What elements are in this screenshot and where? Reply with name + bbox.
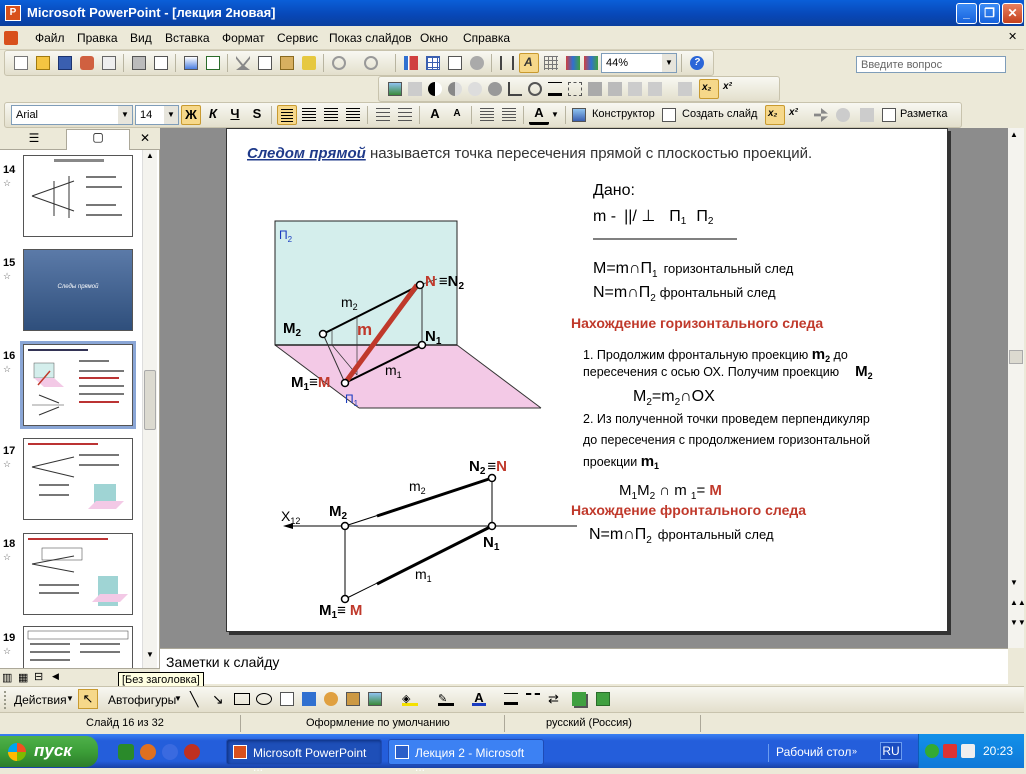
zoom-select[interactable]: 44% ▼: [601, 53, 677, 73]
menu-insert[interactable]: Вставка: [165, 31, 210, 45]
tooltip: [Без заголовка]: [118, 672, 204, 690]
word-icon: [395, 745, 409, 759]
quicklaunch-icon[interactable]: [140, 744, 156, 760]
chevron-down-icon[interactable]: ▼: [174, 694, 182, 703]
print-preview-icon[interactable]: [151, 53, 171, 73]
outline-tab[interactable]: ☰: [28, 131, 40, 145]
eq-horizontal-trace: $M=m\cap П_1$ $^{горизонтальный след}$: [593, 260, 794, 280]
slide-thumbnail-16[interactable]: [23, 344, 133, 426]
point-n: [417, 282, 424, 289]
font-color-icon[interactable]: A: [529, 105, 549, 125]
subscript-active-icon[interactable]: x₂: [765, 105, 785, 125]
slides-tab[interactable]: ▢: [66, 129, 130, 150]
permission-icon[interactable]: [77, 53, 97, 73]
label-x12: $X_{12}$: [281, 508, 301, 526]
close-document-icon[interactable]: ✕: [1008, 31, 1018, 43]
new-slide-icon[interactable]: [659, 105, 679, 125]
eq-m2-ox: $M_2=m_2\cap OX$: [633, 388, 715, 408]
animation-icon[interactable]: [833, 105, 853, 125]
slide-thumbnail-15[interactable]: [23, 249, 133, 331]
designer-icon[interactable]: [569, 105, 589, 125]
actions-menu[interactable]: Действия: [14, 693, 67, 707]
slideshow-view-icon[interactable]: ⊟: [34, 671, 44, 683]
slide-thumbnail-17[interactable]: [23, 438, 133, 520]
rotate-icon[interactable]: [525, 79, 545, 99]
menu-slideshow[interactable]: Показ слайдов: [329, 31, 412, 45]
menu-window[interactable]: Окно: [420, 31, 448, 45]
window-title: Microsoft PowerPoint - [лекция 2новая]: [27, 5, 276, 20]
step2-line3: проекции $m_1$: [583, 453, 660, 471]
cut-icon[interactable]: [233, 53, 253, 73]
show-desktop-icon[interactable]: [118, 744, 134, 760]
shadow-style-icon[interactable]: [572, 692, 586, 706]
task-label: Лекция 2 - Microsoft ...: [415, 746, 525, 774]
scroll-down-icon[interactable]: ▼: [1010, 578, 1018, 587]
bold-button[interactable]: Ж: [181, 105, 201, 125]
line-color-icon[interactable]: ✎: [438, 692, 454, 706]
print-icon[interactable]: [129, 53, 149, 73]
minimize-button[interactable]: _: [956, 3, 977, 24]
status-bar: [0, 712, 1024, 734]
ask-question-input[interactable]: Введите вопрос: [856, 56, 1006, 73]
line-tool-icon[interactable]: ╲: [190, 691, 199, 707]
recolor-icon[interactable]: [585, 79, 605, 99]
line-style-draw-icon[interactable]: [504, 693, 518, 705]
arrow-style-icon[interactable]: ⇄: [548, 691, 559, 706]
format-picture-icon[interactable]: [605, 79, 625, 99]
image-control-icon[interactable]: [405, 79, 425, 99]
label-M2-epure: $M_2$: [329, 503, 348, 522]
clipart-icon[interactable]: [346, 692, 360, 706]
given-line: m - ||/ ⊥ П1 П2: [593, 208, 714, 227]
thumb-title: Следы прямой: [57, 284, 99, 290]
point-m: [342, 380, 349, 387]
label-n-n2: $N \equiv N_2$: [425, 273, 464, 292]
chevron-down-icon[interactable]: ▼: [662, 54, 676, 72]
less-contrast-icon[interactable]: [445, 79, 465, 99]
next-slide-icon[interactable]: ▼▼: [1010, 618, 1026, 627]
status-language: русский (Россия): [546, 717, 632, 729]
opera-icon[interactable]: [184, 744, 200, 760]
close-pane-icon[interactable]: ✕: [140, 131, 151, 145]
label-m2-diag: $m_2$: [341, 294, 358, 312]
eq-frontal-trace-2: $N=m\cap П_2$ $^{фронтальный след}$: [589, 526, 774, 546]
arrow-tool-icon[interactable]: ↘: [212, 691, 224, 707]
standard-toolbar: [4, 50, 714, 76]
autoshapes-menu[interactable]: Автофигуры: [108, 693, 177, 707]
chevron-right-icon[interactable]: »: [852, 746, 858, 756]
label-N1-diag: $N_1$: [425, 328, 442, 347]
taskbar-word[interactable]: [388, 739, 544, 774]
chevron-down-icon[interactable]: ▼: [118, 106, 132, 124]
shadow-button[interactable]: S: [252, 106, 262, 121]
subscript-icon[interactable]: [675, 79, 695, 99]
color-grayscale-icon[interactable]: [563, 53, 583, 73]
compress-picture-icon[interactable]: [565, 79, 585, 99]
language-indicator[interactable]: RU: [880, 742, 902, 760]
tray-antivirus-icon[interactable]: [925, 744, 939, 758]
more-contrast-icon[interactable]: [425, 79, 445, 99]
scroll-up-icon[interactable]: ▲: [146, 151, 154, 160]
label-N1-epure: $N_1$: [483, 534, 500, 553]
wordart-icon[interactable]: [302, 692, 316, 706]
title-bar: [0, 0, 1024, 26]
research-icon[interactable]: [203, 53, 223, 73]
expand-icon[interactable]: [811, 105, 831, 125]
scroll-down-icon[interactable]: ▼: [146, 650, 154, 659]
label-pi1: $П_1$: [345, 392, 359, 408]
color-grayscale-icon[interactable]: [581, 53, 601, 73]
notes-field[interactable]: Заметки к слайду: [160, 648, 1008, 684]
label-M2-diag: $M_2$: [283, 320, 302, 339]
formatting-toolbar: [4, 102, 962, 128]
heading-frontal-trace: Нахождение фронтального следа: [571, 502, 807, 518]
status-slide-count: Слайд 16 из 32: [86, 717, 164, 729]
step2-line1: 2. Из полученной точки проведем перпендикуляр: [583, 412, 870, 426]
picture-icon[interactable]: [368, 692, 382, 706]
line-style-icon[interactable]: [545, 79, 565, 99]
tables-borders-icon[interactable]: [445, 53, 465, 73]
menu-help[interactable]: Справка: [463, 31, 511, 45]
new-slide-button[interactable]: Создать слайд: [682, 108, 758, 120]
slides-scrollbar[interactable]: [142, 150, 157, 668]
windows-logo-icon: [8, 743, 26, 761]
slide-thumbnail-14[interactable]: [23, 155, 133, 237]
slide-thumbnail-18[interactable]: [23, 533, 133, 615]
sorter-view-icon[interactable]: ▦: [18, 672, 29, 684]
copy-icon[interactable]: [255, 53, 275, 73]
slide-title: Следом прямой называется точка пересечения прямой с плоскостью проекций.: [247, 145, 813, 162]
menu-view[interactable]: Вид: [130, 31, 152, 45]
restore-button[interactable]: ❐: [979, 3, 1000, 24]
animation-star-icon: ☆: [3, 646, 12, 656]
font-size-select[interactable]: 14 ▼: [135, 105, 179, 125]
less-brightness-icon[interactable]: [485, 79, 505, 99]
label-m2-epure: $m_2$: [409, 478, 426, 496]
align-right-icon[interactable]: [321, 105, 341, 125]
show-grid-icon[interactable]: [541, 53, 561, 73]
more-brightness-icon[interactable]: [465, 79, 485, 99]
fill-color-icon[interactable]: ◈: [402, 692, 418, 706]
scroll-up-icon[interactable]: ▲: [1010, 130, 1018, 139]
superscript-icon[interactable]: x²: [723, 81, 732, 92]
crop-icon[interactable]: [505, 79, 525, 99]
font-select[interactable]: Arial ▼: [11, 105, 133, 125]
start-button[interactable]: [0, 736, 98, 767]
tray-network-icon[interactable]: [943, 744, 957, 758]
decrease-font-size-icon[interactable]: A: [453, 108, 461, 119]
menu-tools[interactable]: Сервис: [277, 31, 319, 45]
powerpoint-app-icon[interactable]: P: [5, 5, 21, 21]
menu-edit[interactable]: Правка: [77, 31, 118, 45]
chevron-down-icon[interactable]: ▼: [164, 106, 178, 124]
insert-chart-icon[interactable]: [401, 53, 421, 73]
eq-frontal-trace: $N=m\cap П_2$ $^{фронтальный след}$: [593, 284, 776, 304]
3d-style-icon[interactable]: [596, 692, 610, 706]
designer-button[interactable]: Конструктор: [592, 108, 655, 120]
animation-star-icon: ☆: [3, 364, 12, 374]
menu-file[interactable]: Файл: [35, 31, 65, 45]
slide-number: 15: [3, 257, 16, 269]
animation-star-icon: ☆: [3, 271, 12, 281]
animation-star-icon: ☆: [3, 178, 12, 188]
decrease-indent-icon[interactable]: [477, 105, 497, 125]
chevron-down-icon[interactable]: ▼: [66, 694, 74, 703]
slide-number: 18: [3, 538, 16, 550]
textbox-tool-icon[interactable]: [280, 692, 294, 706]
layout-button[interactable]: Разметка: [900, 108, 948, 120]
label-pi2: $П_2$: [279, 228, 293, 244]
status-design: Оформление по умолчанию: [306, 717, 450, 729]
reset-picture-icon[interactable]: [645, 79, 665, 99]
email-icon[interactable]: [99, 53, 119, 73]
step1-line2: пересечения с осью ОХ. Получим проекцию $M_2$: [583, 363, 873, 381]
slide-number: 16: [3, 350, 16, 362]
open-icon[interactable]: [33, 53, 53, 73]
font-color-draw-icon[interactable]: A: [472, 690, 486, 706]
slide-number: 19: [3, 632, 16, 644]
align-left-icon[interactable]: [277, 105, 297, 125]
slide-number: 17: [3, 445, 16, 457]
previous-slide-icon[interactable]: ▲▲: [1010, 598, 1026, 607]
expand-all-icon[interactable]: [497, 53, 517, 73]
tray-volume-icon[interactable]: [961, 744, 975, 758]
format-painter-icon[interactable]: [299, 53, 319, 73]
set-transparent-icon[interactable]: [625, 79, 645, 99]
animation-star-icon: ☆: [3, 459, 12, 469]
desktop-toolbar[interactable]: Рабочий стол: [776, 745, 852, 759]
select-objects-icon[interactable]: ↖: [78, 689, 98, 709]
spelling-icon[interactable]: [181, 53, 201, 73]
system-tray: [918, 734, 1024, 768]
diagram-icon[interactable]: [324, 692, 338, 706]
heading-horizontal-trace: Нахождение горизонтального следа: [571, 315, 824, 331]
slide-design-icon[interactable]: [857, 105, 877, 125]
animation-star-icon: ☆: [3, 552, 12, 562]
document-icon[interactable]: [4, 31, 18, 45]
start-label: пуск: [34, 741, 72, 760]
insert-table-icon[interactable]: [423, 53, 443, 73]
italic-button[interactable]: К: [209, 106, 217, 121]
slide-content: [227, 129, 949, 633]
numbering-icon[interactable]: [373, 105, 393, 125]
increase-indent-icon[interactable]: [499, 105, 519, 125]
menu-format[interactable]: Формат: [222, 31, 265, 45]
label-m1-diag: $m_1$: [385, 362, 402, 380]
insert-picture-icon[interactable]: [385, 79, 405, 99]
undo-icon[interactable]: [329, 53, 349, 73]
dash-style-icon[interactable]: [526, 693, 540, 705]
step2-line2: до пересечения с продолжением горизонтальной: [583, 433, 871, 447]
label-M1-diag: $M_1\equiv M$: [291, 374, 331, 393]
pane-tabs: [0, 128, 160, 150]
oval-tool-icon[interactable]: [256, 693, 272, 705]
redo-icon[interactable]: [361, 53, 381, 73]
insert-diagram-icon[interactable]: [467, 53, 487, 73]
scroll-thumb[interactable]: [1009, 350, 1023, 364]
slide-thumbnail-19[interactable]: [23, 626, 133, 668]
slide-number: 14: [3, 164, 16, 176]
label-M1-epure: $M_1\equiv M$: [319, 602, 363, 621]
step1-line1: 1. Продолжим фронтальную проекцию $m_2$ до: [583, 346, 848, 364]
bullets-icon[interactable]: [395, 105, 415, 125]
superscript-icon[interactable]: x²: [789, 107, 798, 118]
normal-view-icon[interactable]: ▥: [2, 672, 13, 684]
slide-canvas[interactable]: [226, 128, 948, 632]
picture-toolbar: [378, 76, 780, 102]
taskbar-powerpoint[interactable]: [226, 739, 382, 774]
powerpoint-icon: [233, 745, 247, 759]
justify-icon[interactable]: [343, 105, 363, 125]
label-m1-epure: $m_1$: [415, 566, 432, 584]
align-center-icon[interactable]: [299, 105, 319, 125]
layout-icon[interactable]: [879, 105, 899, 125]
close-button[interactable]: ✕: [1002, 3, 1023, 24]
given-label: Дано:: [593, 182, 635, 199]
chevron-down-icon[interactable]: ▼: [551, 110, 559, 119]
scroll-thumb[interactable]: [144, 370, 156, 430]
label-m-diag: m: [357, 320, 373, 339]
new-icon[interactable]: [11, 53, 31, 73]
help-icon[interactable]: ?: [687, 53, 707, 73]
rectangle-tool-icon[interactable]: [234, 693, 250, 705]
drawing-toolbar: [0, 686, 1024, 712]
media-player-icon[interactable]: [162, 744, 178, 760]
subscript-active-icon[interactable]: x₂: [699, 79, 719, 99]
label-n2-epure: $N_2 \equiv N$: [469, 458, 508, 477]
show-formatting-icon[interactable]: A: [519, 53, 539, 73]
increase-font-size-icon[interactable]: A: [430, 106, 440, 121]
clock[interactable]: 20:23: [983, 744, 1014, 758]
point-m2: [320, 331, 327, 338]
vertical-scrollbar[interactable]: [1008, 128, 1024, 648]
eq-m1m2: $M_1M_2$ ∩ m $_1$= M: [619, 482, 722, 502]
save-icon[interactable]: [55, 53, 75, 73]
task-label: Microsoft PowerPoint ...: [253, 746, 367, 774]
underline-button[interactable]: Ч: [230, 106, 240, 121]
paste-icon[interactable]: [277, 53, 297, 73]
scroll-left-icon[interactable]: ◀: [52, 671, 59, 681]
